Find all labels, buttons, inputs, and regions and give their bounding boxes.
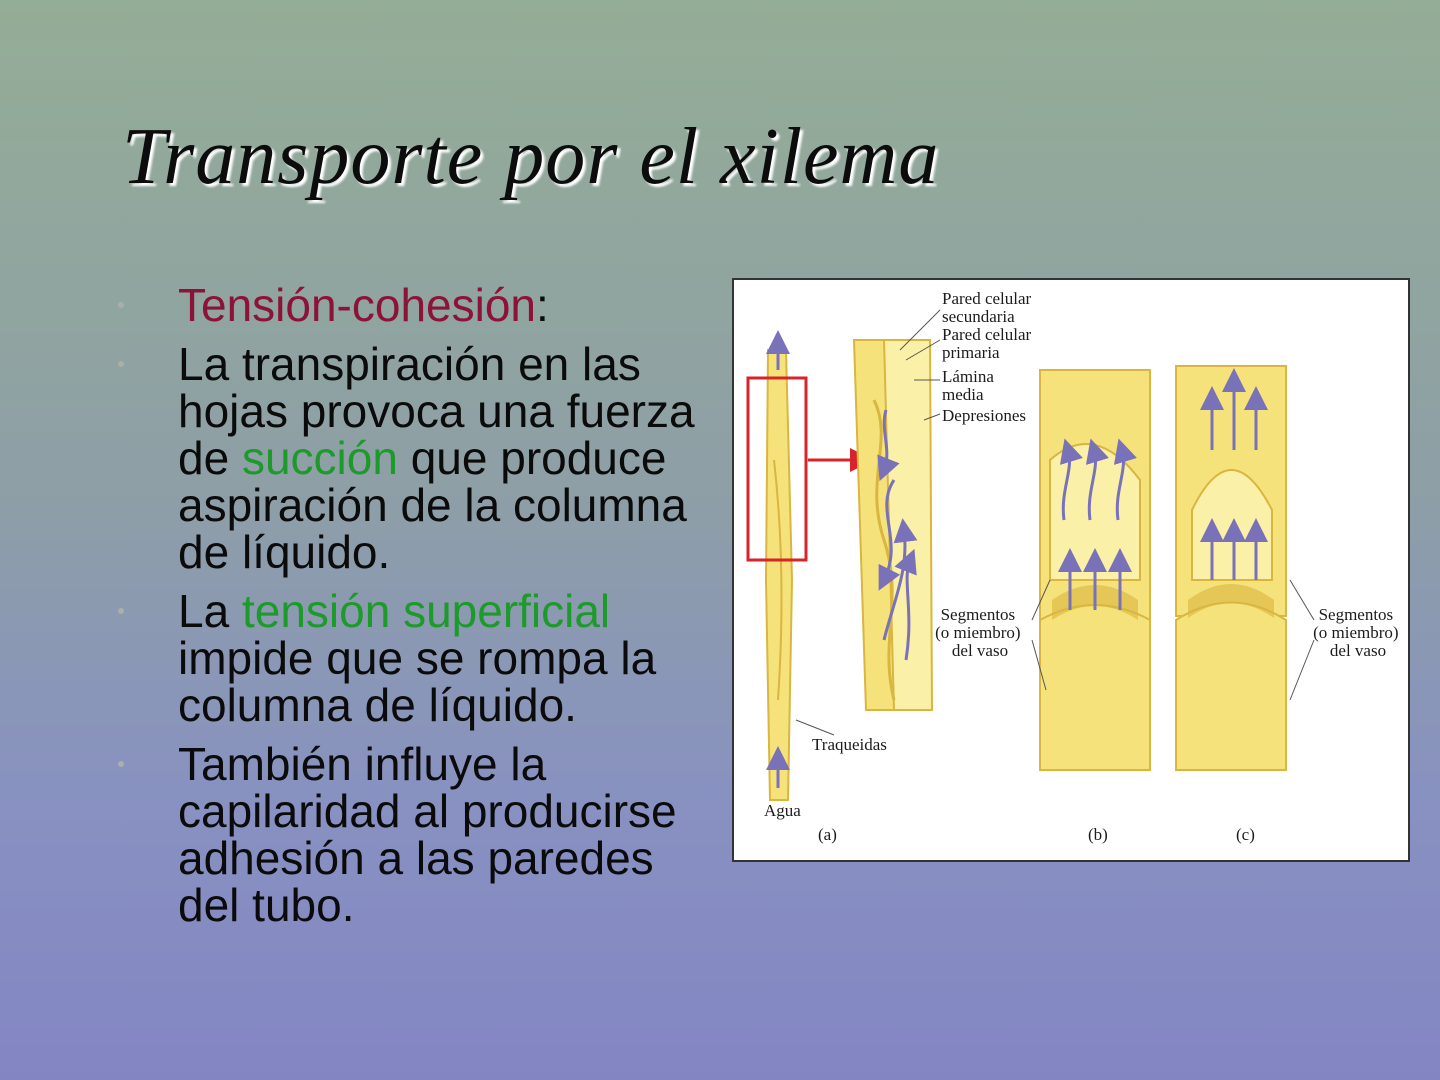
bullet-item: [118, 585, 698, 731]
label-segmentos-left: Segmentos (o miembro) del vaso: [935, 605, 1021, 660]
bullet-text-segment: La transpiración en las hojas provoca una fuerza de: [178, 338, 695, 484]
label-pared-primaria: Pared celular primaria: [942, 325, 1032, 362]
bullet-item: [118, 279, 698, 331]
bullet-text-segment: :: [536, 279, 549, 331]
bullet-dot-icon: [118, 608, 124, 614]
label-pared-secundaria: Pared celular secundaria: [942, 289, 1032, 326]
label-lamina-media: Lámina media: [942, 367, 994, 404]
panel-c-vessel: [1176, 366, 1314, 770]
label-segmentos-right: Segmentos (o miembro) del vaso: [1313, 605, 1399, 660]
bullet-text-segment: tensión superficial: [241, 585, 611, 637]
bullet-text-segment: impide que se rompa la columna de líquido.: [178, 632, 657, 731]
label-agua: Agua: [764, 801, 801, 820]
bullet-text-segment: También influye la capilaridad al producirse adhesión a las paredes del tubo.: [178, 738, 677, 931]
bullet-text-segment: succión: [241, 432, 398, 484]
bullet-dot-icon: [118, 302, 124, 308]
bullet-text-segment: La: [178, 585, 242, 637]
xylem-figure: [732, 278, 1410, 862]
slide-title: Transporte por el xilema: [122, 113, 940, 201]
label-panel-a: (a): [818, 825, 837, 844]
panel-b-vessel: [1032, 370, 1150, 770]
label-panel-c: (c): [1236, 825, 1255, 844]
label-panel-b: (b): [1088, 825, 1108, 844]
bullet-text-segment: Tensión-cohesión: [178, 279, 537, 331]
label-traqueidas: Traqueidas: [812, 735, 887, 754]
bullet-item: [118, 738, 698, 931]
label-depresiones: Depresiones: [942, 406, 1027, 425]
bullet-dot-icon: [118, 761, 124, 767]
xylem-diagram: [734, 280, 1408, 860]
bullet-item: [118, 338, 698, 578]
bullet-text-segment: que produce aspiración de la columna de líquido.: [178, 432, 687, 578]
panel-a-zoom: [796, 310, 940, 735]
panel-a-tracheid: [748, 342, 862, 800]
bullet-list: [118, 279, 698, 931]
bullet-dot-icon: [118, 361, 124, 367]
